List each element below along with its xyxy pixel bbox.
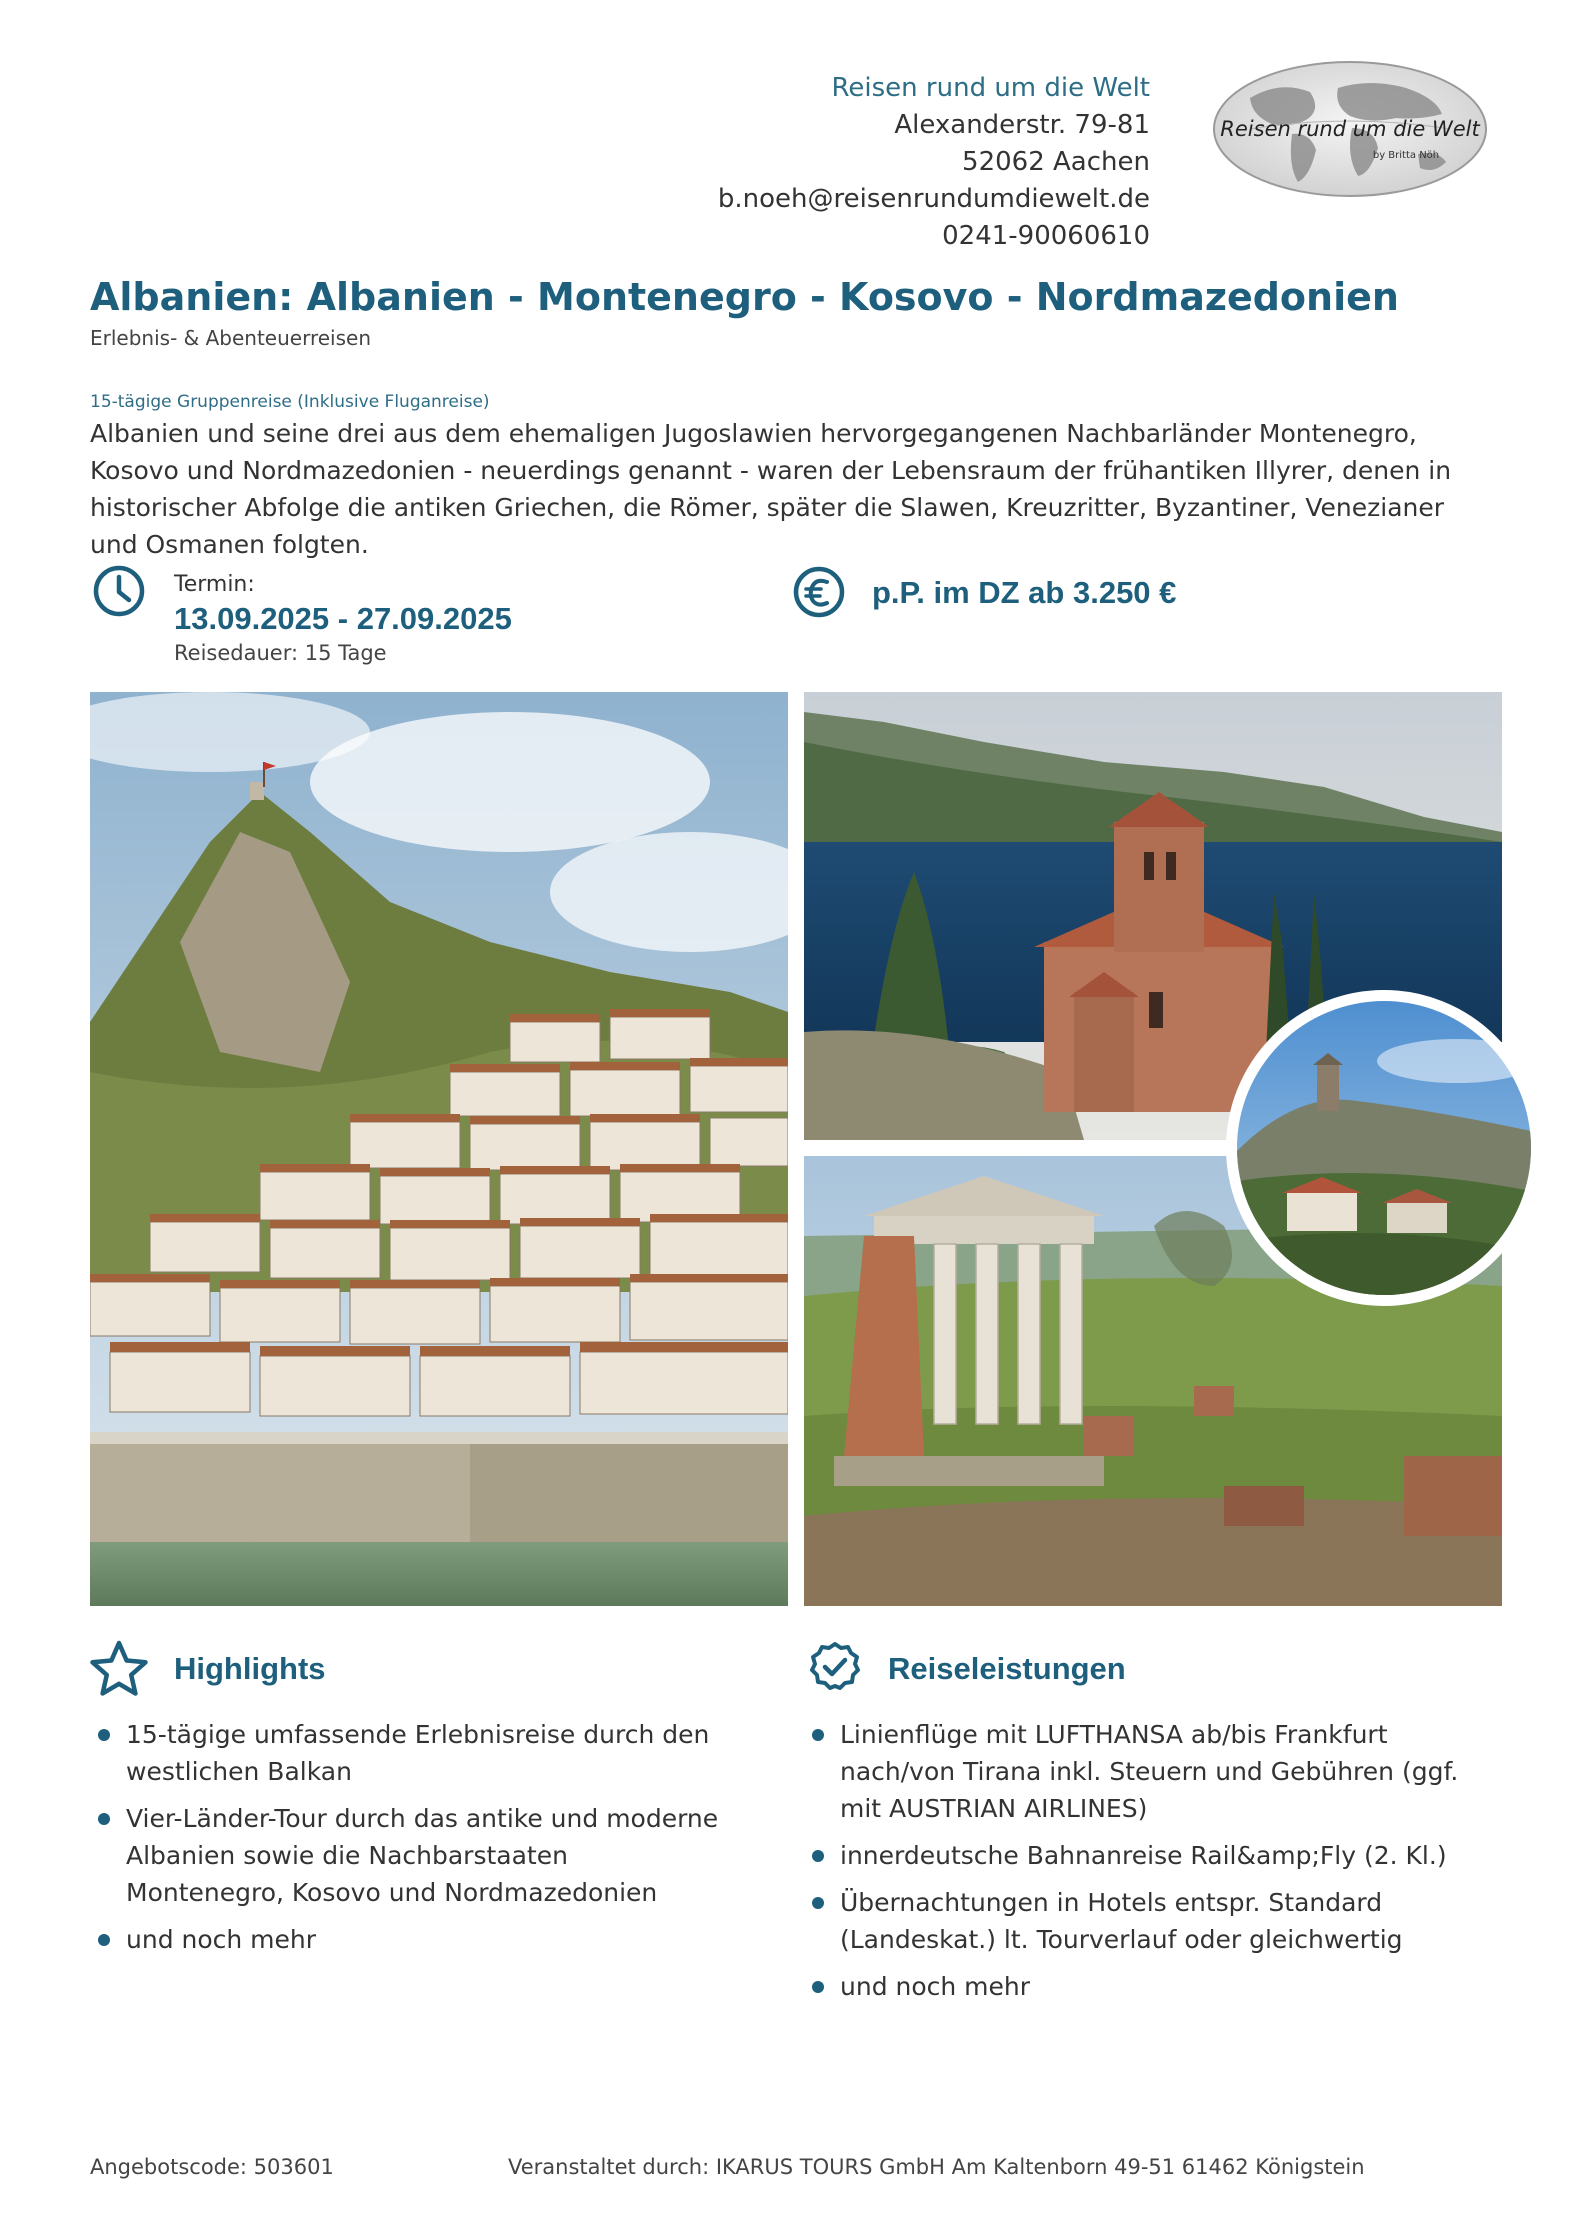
- contact-block: [718, 70, 1150, 255]
- bullet-icon: [98, 1813, 110, 1825]
- highlight-text: und noch mehr: [126, 1925, 317, 1954]
- contact-street: Alexanderstr. 79-81: [894, 110, 1150, 140]
- star-icon: [88, 1638, 150, 1700]
- clock-icon: [92, 564, 146, 618]
- termin-label: Termin:: [174, 572, 255, 597]
- list-item: [804, 1968, 1494, 2005]
- leistungen-heading: Reiseleistungen: [888, 1651, 1126, 1686]
- list-item: [90, 1800, 730, 1911]
- bullet-icon: [812, 1850, 824, 1862]
- trip-intro: Albanien und seine drei aus dem ehemaligen Jugoslawien hervorgegangenen Nachbarländer Montenegro, Kosovo und Nordmazedonien - neuerdings genannt - waren der Lebensraum der frühantiken Illyrer, denen in historischer Abfolge die antiken Griechen, die Römer, später die Slawen, Kreuzritter, Byzantiner, Venezianer und Osmanen folgten.: [90, 419, 1452, 559]
- leistung-text: und noch mehr: [840, 1972, 1031, 2001]
- photo-castle-circle: [1226, 990, 1542, 1306]
- company-name: Reisen rund um die Welt: [831, 73, 1150, 103]
- price-text: p.P. im DZ ab 3.250 €: [872, 575, 1177, 610]
- trip-duration: Reisedauer: 15 Tage: [174, 641, 387, 665]
- offer-code: Angebotscode: 503601: [90, 2155, 334, 2179]
- organizer-info: Veranstaltet durch: IKARUS TOURS GmbH Am Kaltenborn 49-51 61462 Königstein: [508, 2155, 1365, 2179]
- contact-phone[interactable]: 0241-90060610: [942, 221, 1150, 251]
- list-item: [90, 1716, 730, 1790]
- highlight-text: Vier-Länder-Tour durch das antike und moderne Albanien sowie die Nachbarstaaten Montenegro, Kosovo und Nordmazedonien: [126, 1804, 719, 1907]
- bullet-icon: [812, 1981, 824, 1993]
- bullet-icon: [812, 1897, 824, 1909]
- company-logo: [1210, 58, 1490, 200]
- page-title: Albanien: Albanien - Montenegro - Kosovo - Nordmazedonien: [90, 275, 1399, 319]
- contact-email[interactable]: b.noeh@reisenrundumdiewelt.de: [717, 184, 1150, 214]
- bullet-icon: [98, 1934, 110, 1946]
- trip-category: Erlebnis- & Abenteuerreisen: [90, 326, 371, 350]
- highlight-text: 15-tägige umfassende Erlebnisreise durch den westlichen Balkan: [126, 1720, 710, 1786]
- list-item: [804, 1837, 1494, 1874]
- trip-subtitle: 15-tägige Gruppenreise (Inklusive Fluganreise): [90, 392, 490, 412]
- photo-berat-old-town: [90, 692, 788, 1606]
- list-item: [804, 1716, 1494, 1827]
- logo-text: Reisen rund um die Welt: [1220, 117, 1480, 141]
- list-item: [90, 1921, 730, 1958]
- highlights-list: [90, 1716, 730, 1968]
- highlights-heading: Highlights: [174, 1651, 326, 1686]
- termin-dates: 13.09.2025 - 27.09.2025: [174, 601, 512, 636]
- leistung-text: Übernachtungen in Hotels entspr. Standard (Landeskat.) lt. Tourverlauf oder gleichwertig: [840, 1888, 1403, 1954]
- bullet-icon: [98, 1729, 110, 1741]
- bullet-icon: [812, 1729, 824, 1741]
- logo-subtext: by Britta Nöh: [1372, 150, 1440, 161]
- leistungen-list: [804, 1716, 1494, 2015]
- leistung-text: innerdeutsche Bahnanreise Rail&amp;Fly (2. Kl.): [840, 1841, 1447, 1870]
- list-item: [804, 1884, 1494, 1958]
- leistung-text: Linienflüge mit LUFTHANSA ab/bis Frankfurt nach/von Tirana inkl. Steuern und Gebühren (ggf. mit AUSTRIAN AIRLINES): [840, 1720, 1459, 1823]
- check-badge-icon: [808, 1640, 862, 1694]
- contact-city: 52062 Aachen: [962, 147, 1150, 177]
- euro-icon: [792, 565, 846, 619]
